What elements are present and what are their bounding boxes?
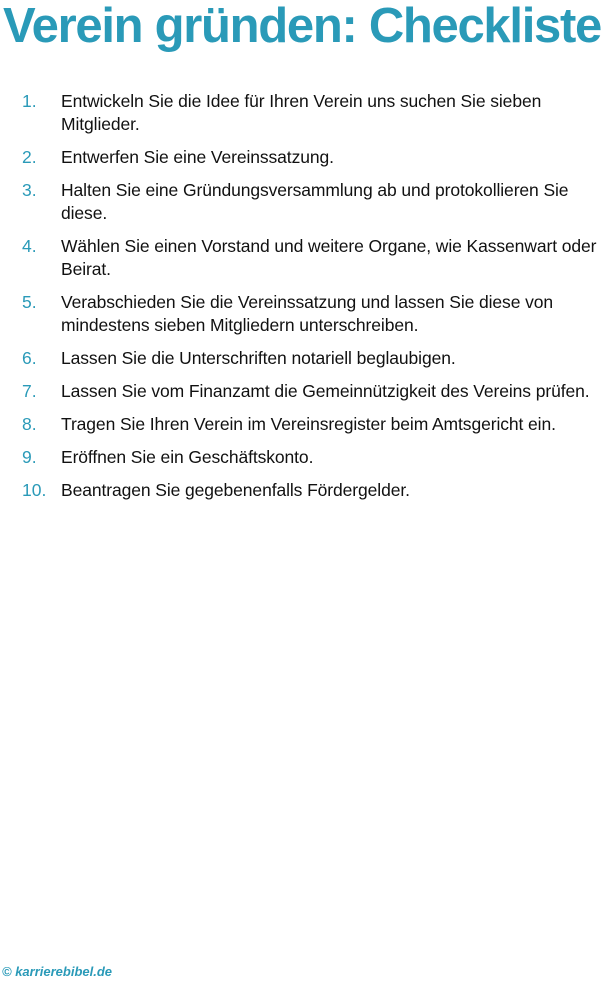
item-number: 5. — [22, 292, 37, 312]
checklist-item — [0, 146, 611, 169]
item-number: 3. — [22, 180, 37, 200]
item-text: Verabschieden Sie die Vereinssatzung und lassen Sie diese von mindestens sieben Mitgliedern unterschreiben. — [61, 292, 554, 335]
item-text: Lassen Sie die Unterschriften notariell beglaubigen. — [61, 348, 456, 368]
item-text: Eröffnen Sie ein Geschäftskonto. — [61, 447, 314, 467]
checklist-item — [0, 90, 611, 136]
item-number: 4. — [22, 236, 37, 256]
checklist-item — [0, 413, 611, 436]
item-number: 1. — [22, 91, 37, 111]
checklist-item — [0, 235, 611, 281]
checklist — [0, 90, 611, 512]
checklist-item — [0, 380, 611, 403]
item-number: 10. — [22, 480, 47, 500]
checklist-item — [0, 291, 611, 337]
item-text: Halten Sie eine Gründungsversammlung ab und protokollieren Sie diese. — [61, 180, 569, 223]
item-text: Entwickeln Sie die Idee für Ihren Verein uns suchen Sie sieben Mitglieder. — [61, 91, 542, 134]
item-text: Lassen Sie vom Finanzamt die Gemeinnützigkeit des Vereins prüfen. — [61, 381, 590, 401]
item-text: Tragen Sie Ihren Verein im Vereinsregister beim Amtsgericht ein. — [61, 414, 556, 434]
item-number: 2. — [22, 147, 37, 167]
copyright-credit: © karrierebibel.de — [2, 964, 113, 979]
item-number: 9. — [22, 447, 37, 467]
item-text: Beantragen Sie gegebenenfalls Fördergelder. — [61, 480, 410, 500]
checklist-item — [0, 347, 611, 370]
item-number: 6. — [22, 348, 37, 368]
item-text: Entwerfen Sie eine Vereinssatzung. — [61, 147, 334, 167]
checklist-item — [0, 479, 611, 502]
item-number: 7. — [22, 381, 37, 401]
checklist-item — [0, 179, 611, 225]
page-title: Verein gründen: Checkliste — [3, 0, 601, 53]
item-text: Wählen Sie einen Vorstand und weitere Organe, wie Kassenwart oder Beirat. — [61, 236, 597, 279]
checklist-item — [0, 446, 611, 469]
item-number: 8. — [22, 414, 37, 434]
